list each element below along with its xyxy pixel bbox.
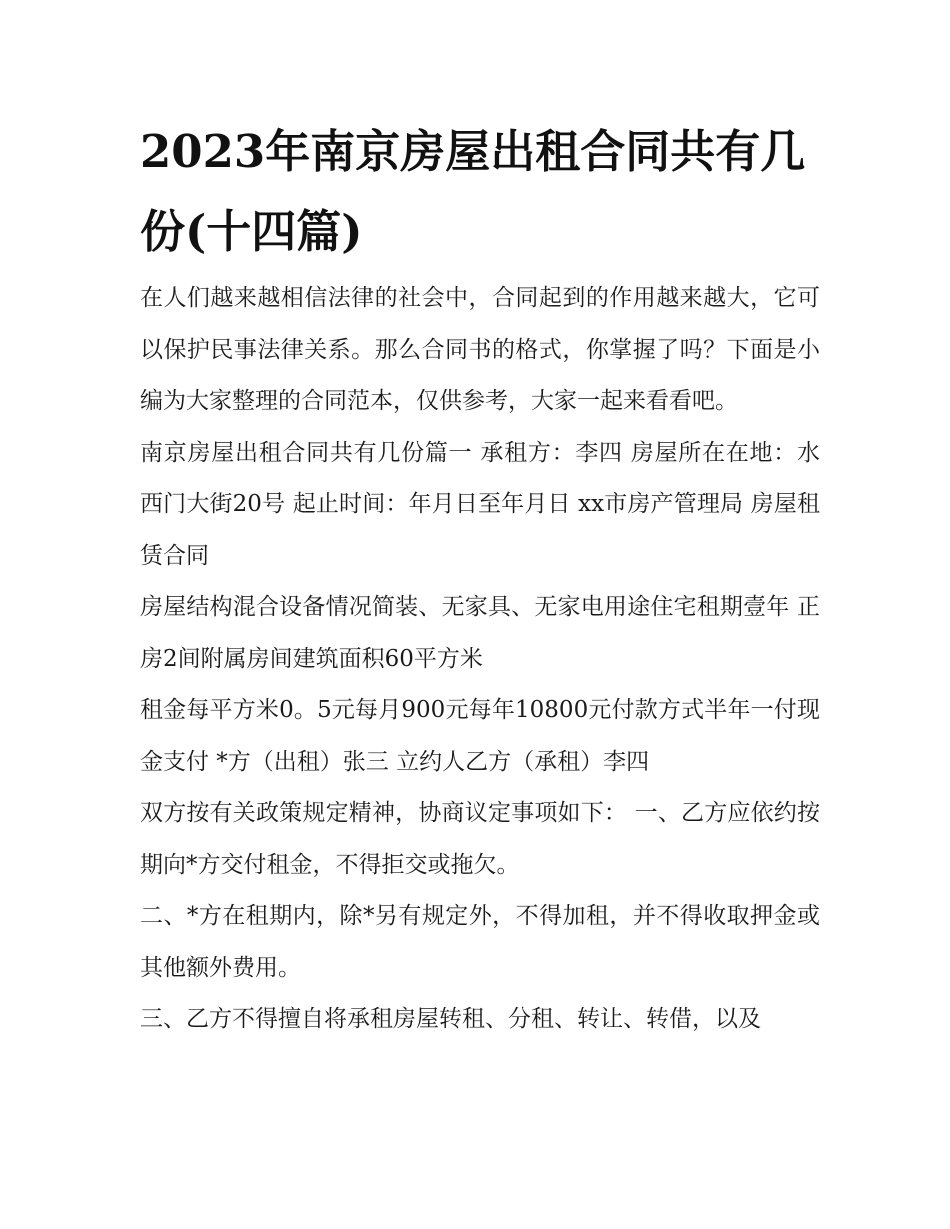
document-title: 2023年南京房屋出租合同共有几份(十四篇) xyxy=(140,125,806,258)
document-body xyxy=(140,273,820,1046)
paragraph-clause-1: 双方按有关政策规定精神，协商议定事项如下： 一、乙方应依约按期向*方交付租金，不得拒交或拖欠。 xyxy=(140,800,820,878)
paragraph-contract-header: 南京房屋出租合同共有几份篇一 承租方：李四 房屋所在在地：水西门大街20号 起止时间：年月日至年月日 xx市房产管理局 房屋租赁合同 xyxy=(140,439,820,569)
paragraph-rent: 租金每平方米0。5元每月900元每年10800元付款方式半年一付现金支付 *方（出租）张三 立约人乙方（承租）李四 xyxy=(140,697,820,775)
paragraph-clause-3: 三、乙方不得擅自将承租房屋转租、分租、转让、转借，以及 xyxy=(140,1006,761,1032)
paragraph-house-structure: 房屋结构混合设备情况简装、无家具、无家电用途住宅租期壹年 正房2间附属房间建筑面积60平方米 xyxy=(140,594,820,672)
paragraph-intro: 在人们越来越相信法律的社会中，合同起到的作用越来越大，它可以保护民事法律关系。那么合同书的格式，你掌握了吗？下面是小编为大家整理的合同范本，仅供参考，大家一起来看看吧。 xyxy=(140,285,820,414)
paragraph-clause-2: 二、*方在租期内，除*另有规定外，不得加租，并不得收取押金或其他额外费用。 xyxy=(140,903,820,981)
